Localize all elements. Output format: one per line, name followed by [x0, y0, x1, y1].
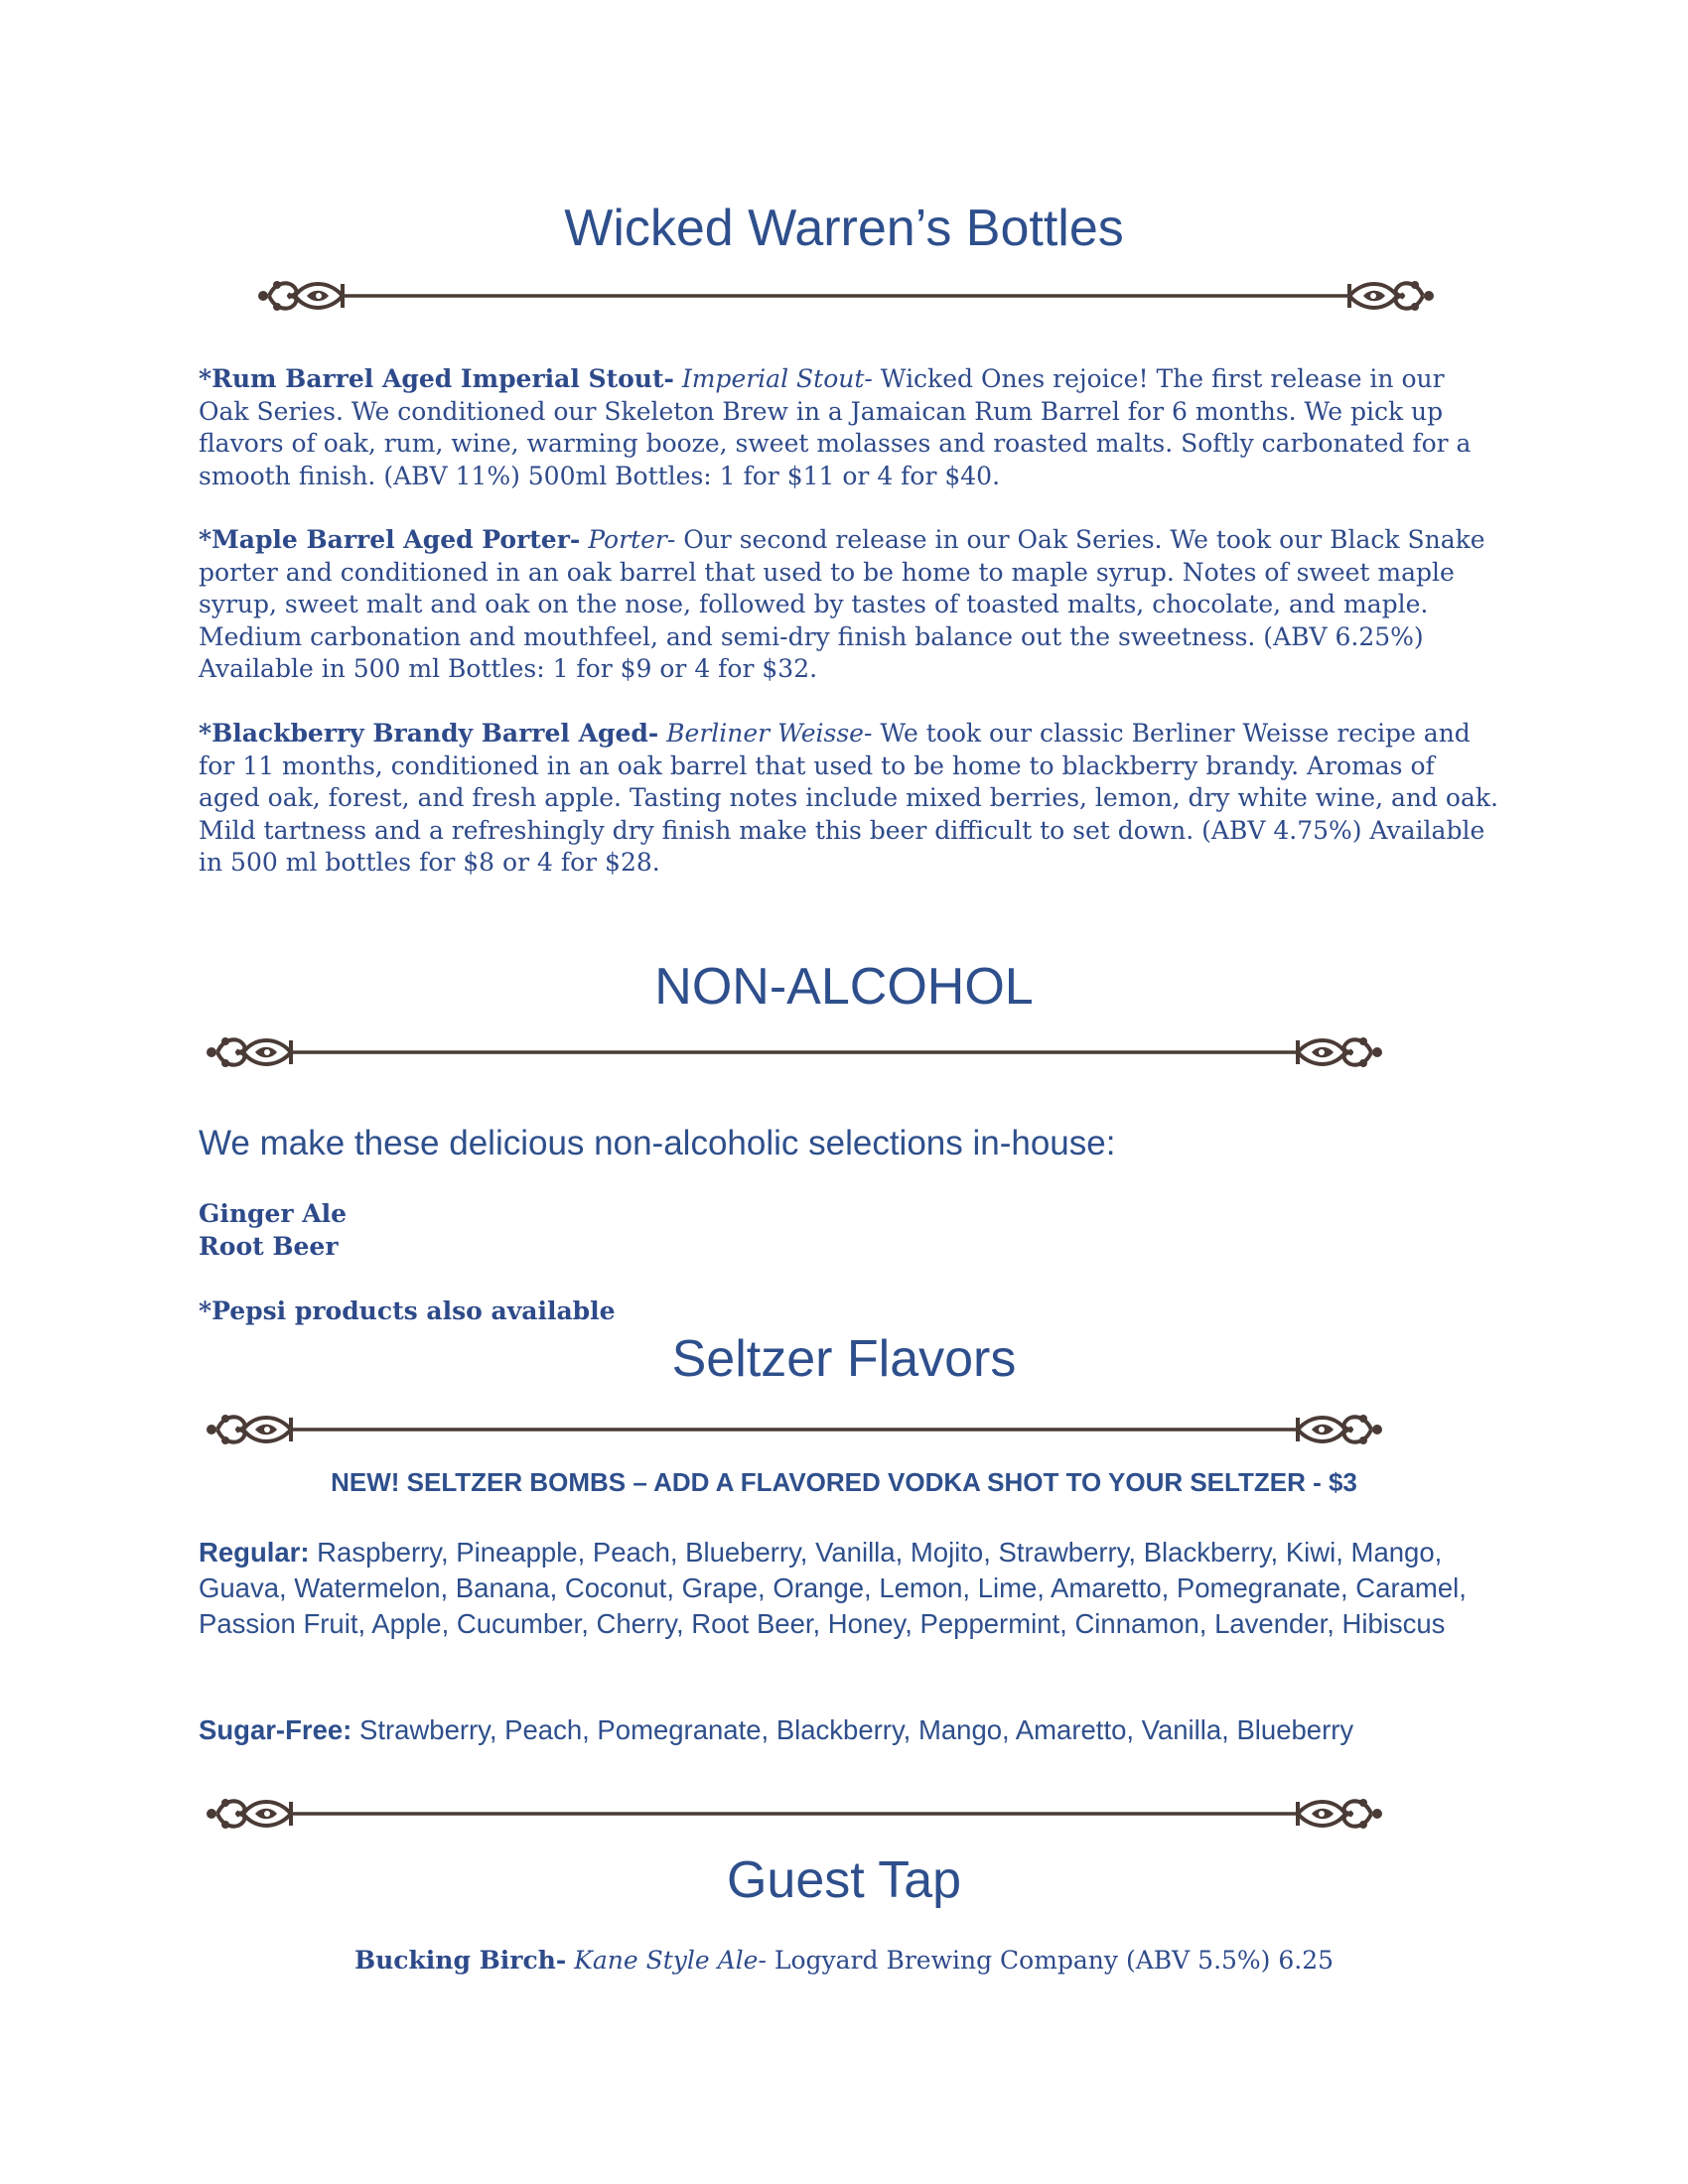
- seltzer-promo: NEW! SELTZER BOMBS – ADD A FLAVORED VODKA SHOT TO YOUR SELTZER - $3: [331, 1467, 1357, 1497]
- seltzer-title: Seltzer Flavors: [671, 1330, 1017, 1388]
- bottle-name: *Maple Barrel Aged Porter-: [199, 525, 581, 554]
- guest-tap-title: Guest Tap: [726, 1851, 962, 1909]
- sugarfree-label: Sugar-Free:: [199, 1714, 352, 1745]
- bottles-title: Wicked Warren’s Bottles: [564, 200, 1124, 257]
- sugarfree-flavors: [199, 1712, 1509, 1748]
- bottle-name: *Rum Barrel Aged Imperial Stout-: [199, 364, 674, 393]
- regular-flavors: [199, 1535, 1509, 1642]
- sugarfree-list: Strawberry, Peach, Pomegranate, Blackberry, Mango, Amaretto, Vanilla, Blueberry: [352, 1714, 1354, 1745]
- bottle-style: Imperial Stout-: [673, 364, 873, 393]
- pepsi-note: *Pepsi products also available: [199, 1297, 616, 1325]
- ornamental-divider: [204, 1410, 1385, 1449]
- bottle-description: Wicked Ones rejoice! The first release in our Oak Series. We conditioned our Skeleton Brew in a Jamaican Rum Barrel for 6 months. We pick up flavors of oak, rum, wine, warming booze, sweet molasses and roasted malts. Softly carbonated for a smooth finish. (ABV 11%) 500ml Bottles: 1 for $11 or 4 for $40.: [199, 364, 1472, 490]
- bottle-description: We took our classic Berliner Weisse recipe and for 11 months, conditioned in an oak barrel that used to be home to blackberry brandy. Aromas of aged oak, forest, and fresh apple. Tasting notes include mixed berries, lemon, dry white wine, and oak. Mild tartness and a refreshingly dry finish make this beer difficult to set down. (ABV 4.75%) Available in 500 ml bottles for $8 or 4 for $28.: [199, 719, 1498, 877]
- ornamental-divider: [204, 1032, 1385, 1072]
- guest-beer-name: Bucking Birch-: [353, 1946, 567, 1975]
- guest-tap-item: [0, 1946, 1688, 1975]
- guest-beer-description: Logyard Brewing Company (ABV 5.5%) 6.25: [766, 1946, 1335, 1975]
- non-alcohol-item: Ginger Ale: [199, 1199, 348, 1228]
- guest-beer-style: Kane Style Ale-: [566, 1946, 767, 1975]
- bottle-style: Berliner Weisse-: [658, 719, 873, 748]
- non-alcohol-item: Root Beer: [199, 1232, 339, 1261]
- bottle-name: *Blackberry Brandy Barrel Aged-: [199, 719, 659, 748]
- regular-list: Raspberry, Pineapple, Peach, Blueberry, Vanilla, Mojito, Strawberry, Blackberry, Kiwi, Mango, Guava, Watermelon, Banana, Coconut, Grape, Orange, Lemon, Lime, Amaretto, Pomegranate, Caramel, Passion Fruit, Apple, Cucumber, Cherry, Root Beer, Honey, Peppermint, Cinnamon, Lavender, Hibiscus: [199, 1537, 1467, 1639]
- non-alcohol-title: NON-ALCOHOL: [654, 958, 1034, 1016]
- bottle-item-maple: [199, 524, 1499, 686]
- bottle-description: Our second release in our Oak Series. We took our Black Snake porter and conditioned in an oak barrel that used to be home to maple syrup. Notes of sweet maple syrup, sweet malt and oak on the nose, followed by tastes of toasted malts, chocolate, and maple. Medium carbonation and mouthfeel, and semi-dry finish balance out the sweetness. (ABV 6.25%) Available in 500 ml Bottles: 1 for $9 or 4 for $32.: [199, 525, 1485, 683]
- bottle-item-blackberry: [199, 718, 1499, 880]
- regular-label: Regular:: [199, 1537, 310, 1568]
- non-alcohol-intro: We make these delicious non-alcoholic selections in-house:: [199, 1124, 1116, 1162]
- ornamental-divider: [255, 276, 1437, 316]
- ornamental-divider: [204, 1794, 1385, 1834]
- bottle-item-rum: [199, 363, 1499, 492]
- bottle-style: Porter-: [580, 525, 676, 554]
